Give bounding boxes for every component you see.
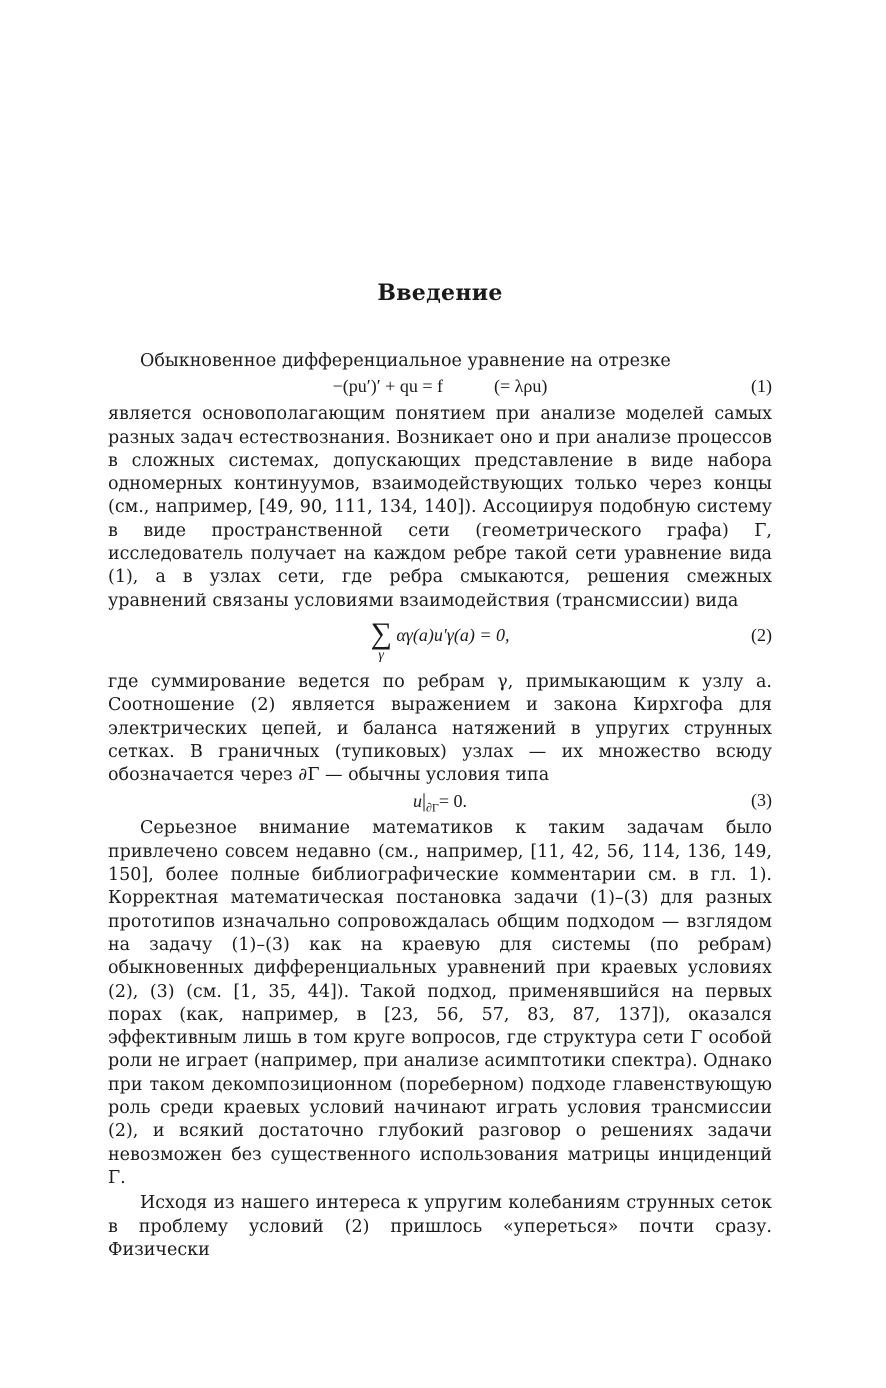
equation-1-number: (1) [751, 376, 772, 397]
sum-symbol: ∑ γ [370, 616, 392, 663]
equation-1-rhs: (= λρu) [493, 376, 548, 397]
equation-3-number: (3) [751, 790, 772, 811]
equation-1-lhs: −(pu′)′ + qu = f [332, 376, 443, 397]
equation-2-number: (2) [751, 624, 772, 645]
equation-1 [108, 373, 772, 403]
paragraph-networks: является основополагающим понятием при анализе моделей самых разных задач естествознания. Возникает оно и при анализе процессов в сложных системах, допускающих представление в виде набора одномерных континуумов, взаимодействующих только через концы (см., например, [49, 90, 111, 134, 140]). Ассоциируя подобную систему в виде пространственной сети (геометрического графа) Γ, исследователь получает на каждом ребре такой сети уравнение вида (1), а в узлах сети, где ребра смыкаются, решения смежных уравнений связаны условиями взаимодействия (трансмиссии) вида [108, 404, 772, 611]
paragraph-motivation: Исходя из нашего интереса к упругим колебаниям струнных сеток в проблему условий (2) пришлось «упереться» почти сразу. Физически [108, 1193, 772, 1260]
page-title: Введение [377, 280, 503, 306]
paragraph-history: Серьезное внимание математиков к таким задачам было привлечено совсем недавно (см., например, [11, 42, 56, 114, 136, 149, 150], более полные библиографические комментарии см. в гл. 1). Корректная математическая постановка задачи (1)–(3) для разных прототипов изначально сопровождалась общим подходом — взглядом на задачу (1)–(3) как на краевую для системы (по ребрам) обыкновенных дифференциальных уравнений при краевых условиях (2), (3) (см. [1, 35, 44]). Такой подход, применявшийся на первых порах (как, например, в [23, 56, 57, 83, 87, 137]), оказался эффективным лишь в том круге вопросов, где структура сети Γ особой роли не играет (например, при анализе асимптотики спектра). Однако при таком декомпозиционном (пореберном) подходе главенствующую роль среди краевых условий начинают играть условия трансмиссии (2), и всякий достаточно глубокий разговор о решениях задачи невозможен без существенного использования матрицы инциденций Γ. [108, 818, 772, 1188]
equation-2-body: αγ(a)u′γ(a) = 0, [396, 624, 510, 645]
equation-3-lhs: u [412, 791, 422, 812]
paragraph-intro: Обыкновенное дифференциальное уравнение на отрезке [140, 351, 671, 371]
paragraph-kirchhoff: где суммирование ведется по ребрам γ, примыкающим к узлу a. Соотношение (2) является выражением и закона Кирхгофа для электрических цепей, и баланса натяжений в упругих струнных сетках. В граничных (тупиковых) узлах — их множество всюду обозначается через ∂Γ — обычны условия типа [108, 671, 772, 786]
equation-3-sub: ∂Γ [425, 801, 439, 816]
equation-3: $u|_{\partial\Gamma}= 0$. (3) [412, 790, 772, 816]
page-content [108, 280, 772, 1262]
equation-2 [108, 613, 772, 671]
equation-3-rhs: = 0. [438, 791, 468, 812]
